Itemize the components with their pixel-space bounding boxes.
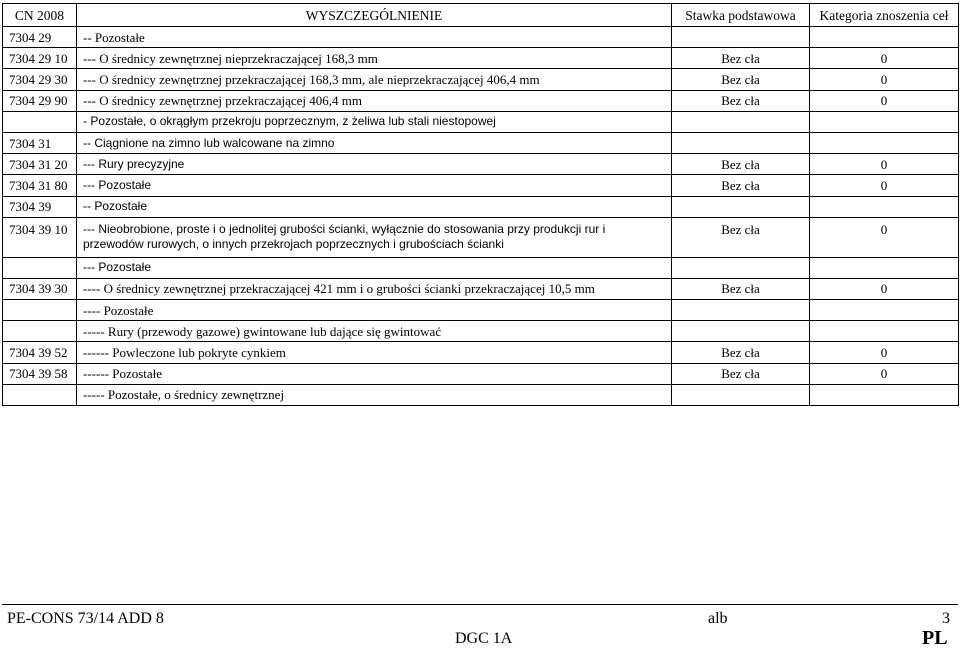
header-cn-code: CN 2008 (3, 4, 77, 27)
header-base-rate: Stawka podstawowa (672, 4, 810, 27)
table-row (3, 132, 959, 153)
base-rate-cell (672, 300, 810, 321)
cn-code-cell: 7304 39 52 (3, 342, 77, 363)
cn-code-cell (3, 300, 77, 321)
footer-initials: alb (708, 610, 728, 627)
cn-code-cell: 7304 39 30 (3, 278, 77, 299)
description-cell: --- Pozostałe (77, 257, 672, 278)
cn-code-cell (3, 111, 77, 132)
table-row (3, 257, 959, 278)
description-cell: --- Nieobrobione, proste i o jednolitej grubości ścianki, wyłącznie do stosowania przy produkcji rur i przewodów rurowych, o innych przekrojach poprzecznych i grubościach ścianki (77, 217, 672, 257)
description-cell: ----- Rury (przewody gazowe) gwintowane lub dające się gwintować (77, 321, 672, 342)
base-rate-cell: Bez cła (672, 48, 810, 69)
staging-category-cell (810, 27, 959, 48)
staging-category-cell (810, 111, 959, 132)
description-cell: - Pozostałe, o okrągłym przekroju poprzecznym, z żeliwa lub stali niestopowej (77, 111, 672, 132)
base-rate-cell: Bez cła (672, 154, 810, 175)
staging-category-cell: 0 (810, 217, 959, 257)
description-cell: ---- O średnicy zewnętrznej przekraczającej 421 mm i o grubości ścianki przekraczającej 10,5 mm (77, 278, 672, 299)
table-row (3, 384, 959, 405)
staging-category-cell (810, 384, 959, 405)
cn-code-cell: 7304 39 10 (3, 217, 77, 257)
footer-directorate: DGC 1A (455, 630, 513, 647)
table-row (3, 321, 959, 342)
description-cell: -- Pozostałe (77, 27, 672, 48)
cn-code-cell: 7304 31 20 (3, 154, 77, 175)
staging-category-cell: 0 (810, 363, 959, 384)
staging-category-cell (810, 257, 959, 278)
cn-code-cell: 7304 29 10 (3, 48, 77, 69)
description-cell: -- Ciągnione na zimno lub walcowane na zimno (77, 132, 672, 153)
cn-code-cell: 7304 39 (3, 196, 77, 217)
staging-category-cell: 0 (810, 278, 959, 299)
cn-code-cell (3, 384, 77, 405)
table-row (3, 196, 959, 217)
base-rate-cell: Bez cła (672, 278, 810, 299)
staging-category-cell: 0 (810, 154, 959, 175)
description-cell: -- Pozostałe (77, 196, 672, 217)
base-rate-cell (672, 321, 810, 342)
staging-category-cell: 0 (810, 342, 959, 363)
cn-code-cell: 7304 31 (3, 132, 77, 153)
cn-code-cell: 7304 29 (3, 27, 77, 48)
staging-category-cell: 0 (810, 69, 959, 90)
header-staging-category: Kategoria znoszenia ceł (810, 4, 959, 27)
base-rate-cell (672, 132, 810, 153)
table-row (3, 90, 959, 111)
table-row (3, 48, 959, 69)
tariff-table (2, 3, 959, 406)
cn-code-cell (3, 321, 77, 342)
table-row (3, 27, 959, 48)
staging-category-cell (810, 300, 959, 321)
base-rate-cell (672, 384, 810, 405)
footer-rule (2, 604, 958, 605)
description-cell: --- Pozostałe (77, 175, 672, 196)
footer-reference: PE-CONS 73/14 ADD 8 (7, 610, 164, 627)
base-rate-cell: Bez cła (672, 175, 810, 196)
base-rate-cell (672, 111, 810, 132)
base-rate-cell (672, 196, 810, 217)
table-row (3, 217, 959, 257)
header-description: WYSZCZEGÓLNIENIE (77, 4, 672, 27)
table-row (3, 363, 959, 384)
cn-code-cell: 7304 29 90 (3, 90, 77, 111)
base-rate-cell: Bez cła (672, 363, 810, 384)
base-rate-cell: Bez cła (672, 90, 810, 111)
description-cell: --- O średnicy zewnętrznej nieprzekraczającej 168,3 mm (77, 48, 672, 69)
base-rate-cell: Bez cła (672, 342, 810, 363)
base-rate-cell (672, 27, 810, 48)
description-cell: ------ Pozostałe (77, 363, 672, 384)
description-cell: ---- Pozostałe (77, 300, 672, 321)
description-cell: ----- Pozostałe, o średnicy zewnętrznej (77, 384, 672, 405)
table-row (3, 342, 959, 363)
description-cell: ------ Powleczone lub pokryte cynkiem (77, 342, 672, 363)
cn-code-cell: 7304 31 80 (3, 175, 77, 196)
staging-category-cell (810, 132, 959, 153)
description-cell: --- Rury precyzyjne (77, 154, 672, 175)
cn-code-cell: 7304 39 58 (3, 363, 77, 384)
staging-category-cell: 0 (810, 48, 959, 69)
staging-category-cell (810, 196, 959, 217)
table-row (3, 278, 959, 299)
staging-category-cell: 0 (810, 90, 959, 111)
table-row (3, 111, 959, 132)
base-rate-cell: Bez cła (672, 69, 810, 90)
staging-category-cell: 0 (810, 175, 959, 196)
description-cell: --- O średnicy zewnętrznej przekraczającej 168,3 mm, ale nieprzekraczającej 406,4 mm (77, 69, 672, 90)
cn-code-cell: 7304 29 30 (3, 69, 77, 90)
footer-language: PL (922, 627, 948, 649)
table-row (3, 154, 959, 175)
base-rate-cell (672, 257, 810, 278)
table-header-row (3, 4, 959, 27)
staging-category-cell (810, 321, 959, 342)
table-row (3, 300, 959, 321)
footer-page-number: 3 (942, 610, 950, 627)
base-rate-cell: Bez cła (672, 217, 810, 257)
table-row (3, 175, 959, 196)
table-row (3, 69, 959, 90)
description-cell: --- O średnicy zewnętrznej przekraczającej 406,4 mm (77, 90, 672, 111)
cn-code-cell (3, 257, 77, 278)
